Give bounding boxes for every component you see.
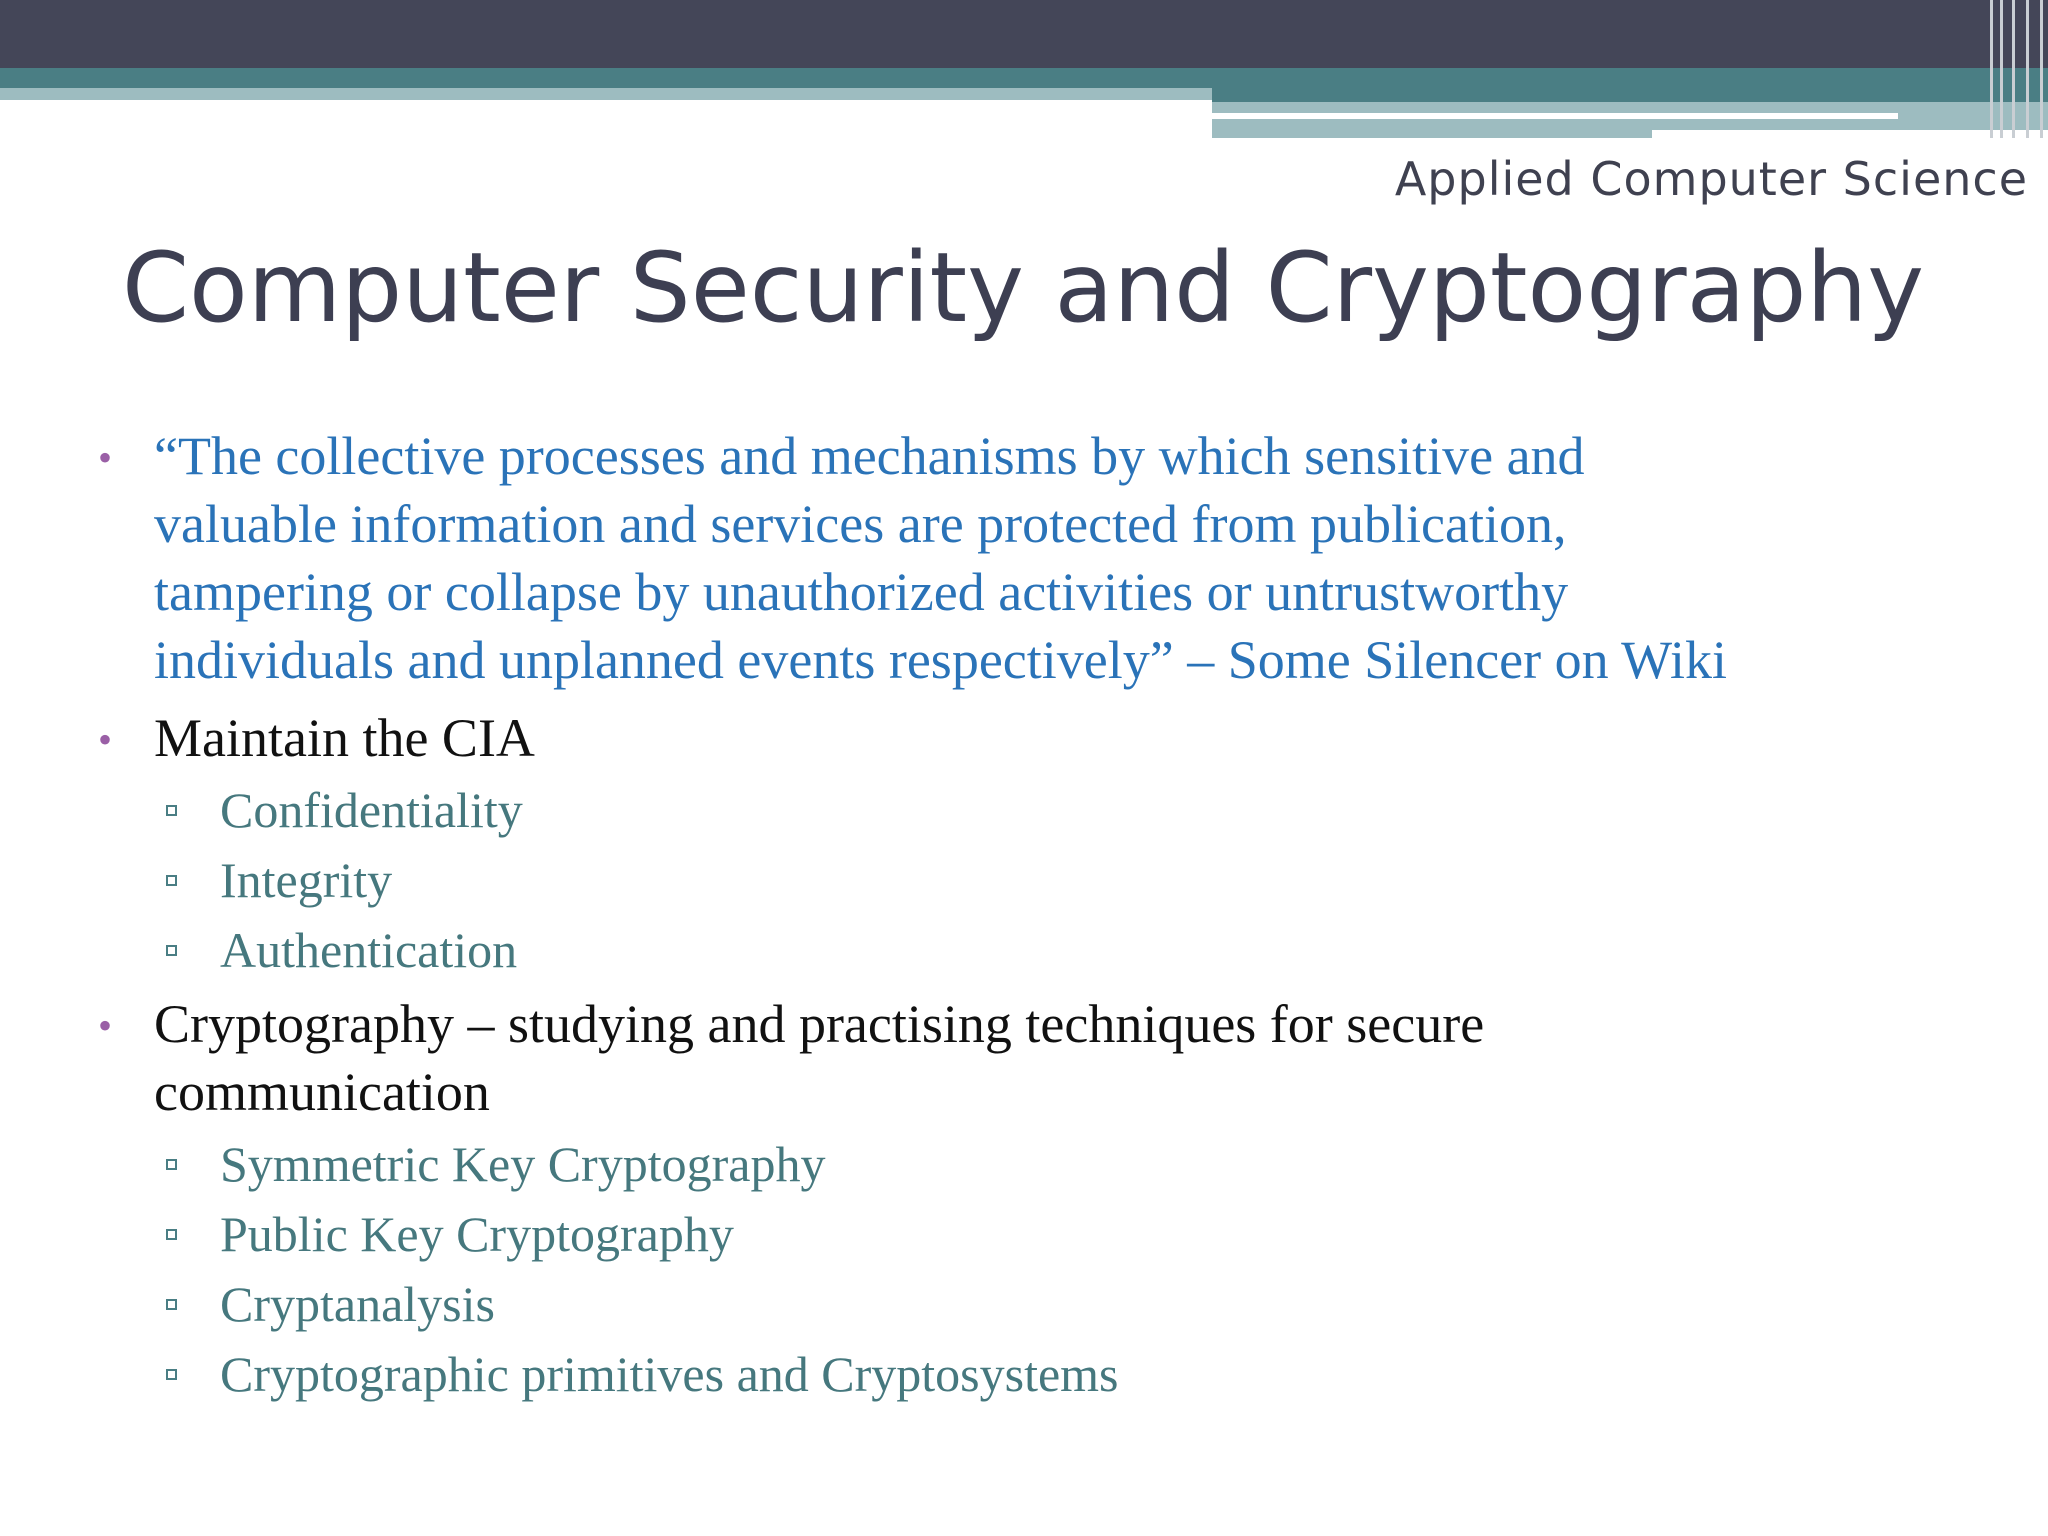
quote-line: individuals and unplanned events respectively” – Some Silencer on Wiki bbox=[154, 630, 1727, 690]
sub-bullet-marker bbox=[166, 1229, 177, 1240]
sub-bullet-marker bbox=[166, 1159, 177, 1170]
slide-subtitle: Applied Computer Science bbox=[1394, 152, 2028, 206]
sub-bullet-text: Cryptographic primitives and Cryptosystems bbox=[220, 1346, 1119, 1402]
sub-bullet-text: Symmetric Key Cryptography bbox=[220, 1136, 826, 1192]
slide-title: Computer Security and Cryptography bbox=[122, 232, 1925, 344]
header-stripe-light bbox=[0, 88, 1212, 100]
sub-bullet-text: Cryptanalysis bbox=[220, 1276, 495, 1332]
sub-bullet-marker bbox=[166, 1369, 177, 1380]
header-bar bbox=[0, 0, 2048, 68]
bullet-text: Cryptography – studying and practising techniques for secure bbox=[154, 994, 1485, 1054]
sub-bullet-text: Public Key Cryptography bbox=[220, 1206, 734, 1262]
header-stripe-teal-right bbox=[1212, 68, 2048, 102]
header-stripe-teal bbox=[0, 68, 1212, 88]
sub-bullet-marker bbox=[166, 875, 177, 886]
quote-line: valuable information and services are protected from publication, bbox=[154, 494, 1567, 554]
sub-bullet-text: Confidentiality bbox=[220, 782, 523, 838]
sub-bullet-marker bbox=[166, 1299, 177, 1310]
quote-line: “The collective processes and mechanisms by which sensitive and bbox=[154, 426, 1585, 486]
quote-line: tampering or collapse by unauthorized activities or untrustworthy bbox=[154, 562, 1569, 622]
header-stripe-divider bbox=[1212, 113, 1898, 119]
header-edge-lines bbox=[1986, 0, 2048, 138]
bullet-text: Maintain the CIA bbox=[154, 708, 535, 768]
sub-bullet-text: Authentication bbox=[220, 922, 518, 978]
bullet-text: communication bbox=[154, 1062, 490, 1122]
sub-bullet-marker bbox=[166, 805, 177, 816]
sub-bullet-text: Integrity bbox=[220, 852, 393, 908]
bullet-marker: • bbox=[98, 717, 113, 762]
sub-bullet-marker bbox=[166, 945, 177, 956]
bullet-marker: • bbox=[98, 1003, 113, 1048]
bullet-marker: • bbox=[98, 435, 113, 480]
